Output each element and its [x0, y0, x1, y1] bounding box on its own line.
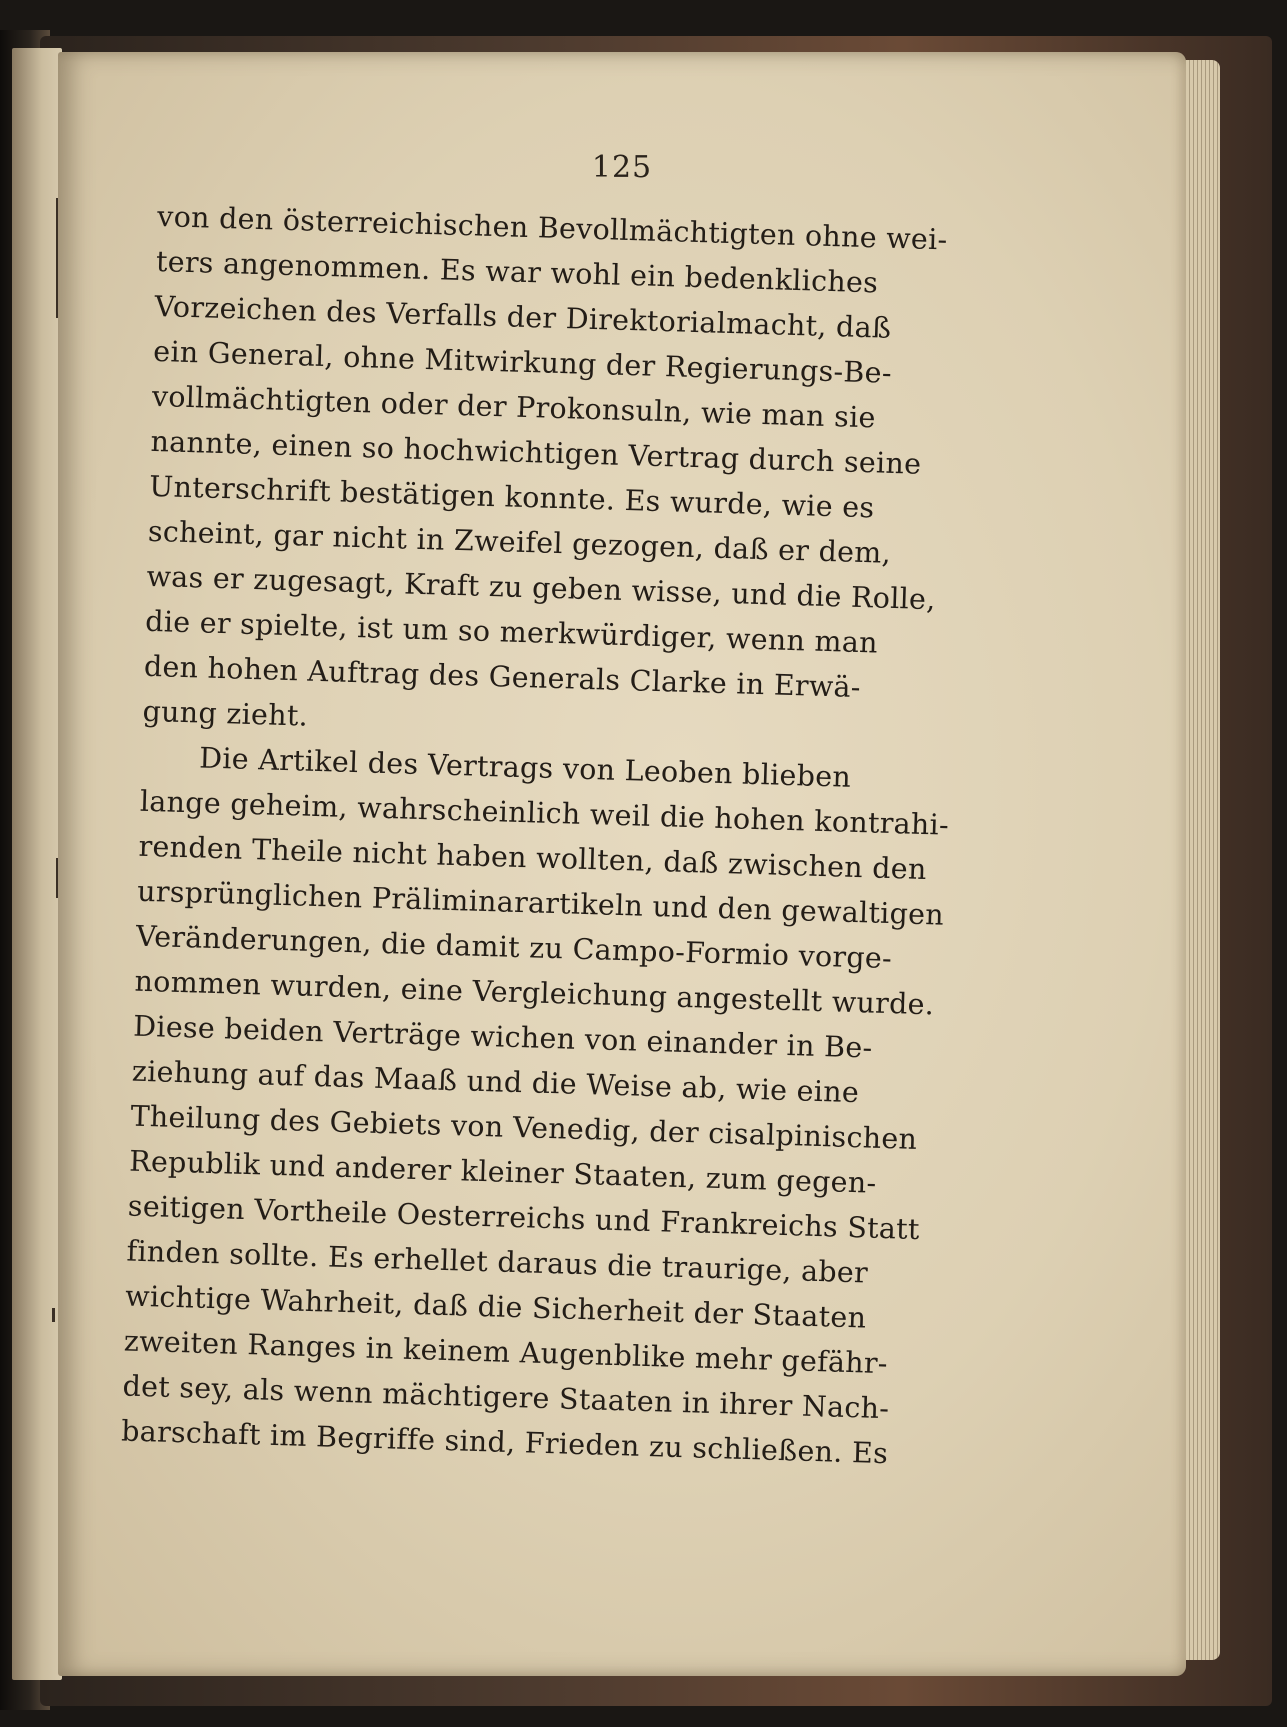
- margin-mark: [52, 1308, 55, 1322]
- text-line: seitigen Vortheile Oesterreichs und Frankreichs Statt: [127, 1189, 921, 1247]
- text-line: nommen wurden, eine Vergleichung angestellt wurde.: [134, 964, 935, 1022]
- text-line: die er spielte, ist um so merkwürdiger, wenn man: [144, 604, 879, 660]
- body-text: [121, 194, 1058, 1480]
- text-line: den hohen Auftrag des Generals Clarke in Erwä-: [143, 649, 862, 705]
- text-line: barschaft im Begriffe sind, Frieden zu schließen. Es: [120, 1414, 889, 1471]
- text-line: ursprünglichen Präliminarartikeln und den gewaltigen: [136, 874, 945, 932]
- text-line: wichtige Wahrheit, daß die Sicherheit der Staaten: [124, 1279, 867, 1335]
- text-line: Diese beiden Verträge wichen von einander in Be-: [132, 1009, 873, 1065]
- text-line: Vorzeichen des Verfalls der Direktorialmacht, daß: [154, 289, 892, 345]
- text-line: Veränderungen, die damit zu Campo-Formio vorge-: [135, 919, 893, 976]
- text-line: ein General, ohne Mitwirkung der Regierungs-Be-: [152, 334, 893, 390]
- text-line: ziehung auf das Maaß und die Weise ab, wie eine: [131, 1054, 860, 1110]
- page-number: 125: [591, 150, 653, 185]
- text-line: Republik und anderer kleiner Staaten, zum gegen-: [128, 1144, 877, 1200]
- text-line: Theilung des Gebiets von Venedig, der cisalpinischen: [130, 1099, 918, 1156]
- previous-page-edge: [12, 48, 62, 1680]
- text-line: gung zieht.: [142, 694, 309, 733]
- text-line: finden sollte. Es erhellet daraus die traurige, aber: [126, 1234, 869, 1290]
- text-line: lange geheim, wahrscheinlich weil die hohen kontrahi-: [139, 784, 950, 842]
- text-line: renden Theile nicht haben wollten, daß zwischen den: [138, 829, 928, 887]
- paragraph-start-line: Die Artikel des Vertrags von Leoben blieben: [198, 741, 852, 794]
- text-line: vollmächtigten oder der Prokonsuln, wie man sie: [151, 379, 877, 435]
- text-line: was er zugesagt, Kraft zu geben wisse, und die Rolle,: [146, 559, 937, 617]
- text-line: ters angenommen. Es war wohl ein bedenkliches: [155, 244, 879, 300]
- text-line: scheint, gar nicht in Zweifel gezogen, daß er dem,: [147, 514, 892, 570]
- text-line: det sey, als wenn mächtigere Staaten in ihrer Nach-: [122, 1369, 890, 1426]
- text-line: von den österreichischen Bevollmächtigten ohne wei-: [156, 199, 948, 257]
- text-line: Unterschrift bestätigen konnte. Es wurde, wie es: [148, 469, 875, 525]
- text-line: zweiten Ranges in keinem Augenblike mehr gefähr-: [123, 1324, 889, 1381]
- book-page: [58, 52, 1186, 1676]
- text-line: nannte, einen so hochwichtigen Vertrag durch seine: [150, 424, 922, 481]
